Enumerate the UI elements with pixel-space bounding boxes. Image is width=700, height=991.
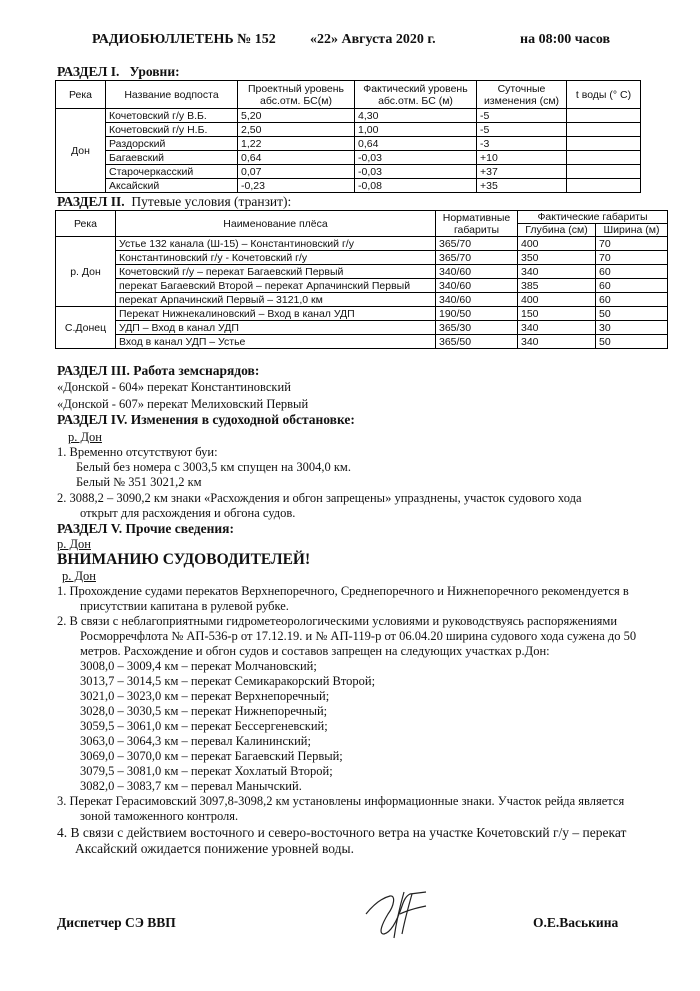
norm-cell: 340/60 [436, 265, 518, 279]
col-post: Название водпоста [106, 81, 238, 109]
norm-cell: 190/50 [436, 307, 518, 321]
transit-table [55, 210, 668, 349]
temp-cell [567, 109, 641, 123]
bulletin-title: РАДИОБЮЛЛЕТЕНЬ № 152 [92, 32, 276, 47]
buoy-line: Белый № 351 3021,2 км [76, 475, 202, 489]
depth-cell: 340 [518, 321, 596, 335]
signer-name: О.Е.Васькина [533, 915, 619, 930]
section4-river: р. Дон [68, 430, 102, 444]
norm-cell: 365/70 [436, 251, 518, 265]
segment-line: 3008,0 – 3009,4 км – перекат Молчановский; [80, 659, 317, 673]
depth-cell: 400 [518, 293, 596, 307]
segment-line: 3021,0 – 3023,0 км – перекат Верхнепоречный; [80, 689, 330, 703]
segment-line: 3079,5 – 3081,0 км – перекат Хохлатый Второй; [80, 764, 333, 778]
notice-1 [57, 584, 675, 614]
notice-1-line: 1. Прохождение судами перекатов Верхнепоречного, Среднепоречного и Нижнепоречного рекомендуется в [57, 584, 629, 598]
temp-cell [567, 165, 641, 179]
col-norm: Нормативные габариты [436, 211, 518, 237]
notice-3-line: 3. Перекат Герасимовский 3097,8-3098,2 км установлены информационные знаки. Участок рейда является [57, 794, 625, 808]
depth-cell: 385 [518, 279, 596, 293]
col-change: Суточные изменения (см) [477, 81, 567, 109]
depth-cell: 340 [518, 265, 596, 279]
segment-line: 3082,0 – 3083,7 км – перевал Манычский. [80, 779, 302, 793]
change-cell: +10 [477, 151, 567, 165]
depth-cell: 350 [518, 251, 596, 265]
dredger-line: «Донской - 604» перекат Константиновский [57, 380, 291, 394]
change-cell: -3 [477, 137, 567, 151]
post-cell: Кочетовский г/у В.Б. [106, 109, 238, 123]
change-cell: -5 [477, 123, 567, 137]
norm-cell: 365/70 [436, 237, 518, 251]
buoys-heading: 1. Временно отсутствуют буи: [57, 445, 218, 459]
dispatcher-label: Диспетчер СЭ ВВП [57, 915, 176, 930]
section1-title: РАЗДЕЛ I. [57, 64, 120, 79]
section2-subtitle: Путевые условия (транзит): [131, 194, 292, 209]
segments-list [80, 659, 375, 794]
notice-4-line: 4. В связи с действием восточного и северо-восточного ветра на участке Кочетовский г/у – перекат [57, 825, 627, 840]
section2-heading [57, 194, 291, 210]
col-width: Ширина (м) [596, 224, 668, 237]
col-river: Река [56, 81, 106, 109]
proj-cell: 5,20 [238, 109, 355, 123]
segment-line: 3013,7 – 3014,5 км – перекат Семикаракорский Второй; [80, 674, 376, 688]
col-fact: Фактический уровень абс.отм. БС (м) [355, 81, 477, 109]
attention-title: ВНИМАНИЮ СУДОВОДИТЕЛЕЙ! [57, 551, 311, 568]
notice-3-line: зоной таможенного контроля. [80, 809, 239, 823]
width-cell: 60 [596, 293, 668, 307]
proj-cell: -0,23 [238, 179, 355, 193]
temp-cell [567, 137, 641, 151]
depth-cell: 340 [518, 335, 596, 349]
notice-4-line: Аксайский ожидается понижение уровней воды. [75, 841, 354, 856]
post-cell: Раздорский [106, 137, 238, 151]
segment-line: 3063,0 – 3064,3 км – перевал Калининский; [80, 734, 311, 748]
buoy-line: Белый без номера с 3003,5 км спущен на 3004,0 км. [76, 460, 351, 474]
river-cell: р. Дон [56, 237, 116, 307]
temp-cell [567, 123, 641, 137]
notice-4 [57, 825, 675, 857]
segment-line: 3028,0 – 3030,5 км – перекат Нижнепоречный; [80, 704, 328, 718]
fact-cell: -0,03 [355, 165, 477, 179]
change-cell: +35 [477, 179, 567, 193]
temp-cell [567, 151, 641, 165]
width-cell: 30 [596, 321, 668, 335]
norm-cell: 340/60 [436, 293, 518, 307]
post-cell: Багаевский [106, 151, 238, 165]
section5-title: РАЗДЕЛ V. Прочие сведения: [57, 521, 234, 536]
attention-river: р. Дон [62, 569, 96, 583]
change-cell: +37 [477, 165, 567, 179]
stretch-cell: Устье 132 канала (Ш-15) – Константиновский г/у [116, 237, 436, 251]
norm-cell: 340/60 [436, 279, 518, 293]
fact-cell: 4,30 [355, 109, 477, 123]
river-cell: С.Донец [56, 307, 116, 349]
width-cell: 50 [596, 307, 668, 321]
fact-cell: -0,08 [355, 179, 477, 193]
proj-cell: 2,50 [238, 123, 355, 137]
temp-cell [567, 179, 641, 193]
width-cell: 60 [596, 279, 668, 293]
col-depth: Глубина (см) [518, 224, 596, 237]
stretch-cell: Вход в канал УДП – Устье [116, 335, 436, 349]
notice-3 [57, 794, 675, 824]
col-temp: t воды (° C) [567, 81, 641, 109]
signature-image [360, 884, 440, 942]
notice-2-line: Росморречфлота № АП-536-р от 17.12.19. и № АП-119-р от 06.04.20 ширина судового хода сужена до 50 [80, 629, 637, 643]
post-cell: Аксайский [106, 179, 238, 193]
bulletin-time: на 08:00 часов [520, 32, 611, 47]
fact-cell: -0,03 [355, 151, 477, 165]
proj-cell: 0,64 [238, 151, 355, 165]
signs-line: 2. 3088,2 – 3090,2 км знаки «Расхождения и обгон запрещены» упразднены, участок судового хода [57, 491, 582, 505]
width-cell: 70 [596, 251, 668, 265]
stretch-cell: Константиновский г/у - Кочетовский г/у [116, 251, 436, 265]
section3-title: РАЗДЕЛ III. Работа земснарядов: [57, 363, 260, 378]
notice-1-line: присутствии капитана в рулевой рубке. [80, 599, 289, 613]
col-river: Река [56, 211, 116, 237]
depth-cell: 400 [518, 237, 596, 251]
proj-cell: 0,07 [238, 165, 355, 179]
width-cell: 70 [596, 237, 668, 251]
segment-line: 3059,5 – 3061,0 км – перекат Бессергеневский; [80, 719, 328, 733]
stretch-cell: УДП – Вход в канал УДП [116, 321, 436, 335]
width-cell: 50 [596, 335, 668, 349]
stretch-cell: Перекат Нижнекалиновский – Вход в канал УДП [116, 307, 436, 321]
stretch-cell: Кочетовский г/у – перекат Багаевский Первый [116, 265, 436, 279]
fact-cell: 1,00 [355, 123, 477, 137]
norm-cell: 365/30 [436, 321, 518, 335]
notice-2-line: 2. В связи с неблагоприятными гидрометеорологическими условиями и руководствуясь распоряжениями [57, 614, 618, 628]
section1-subtitle: Уровни: [129, 64, 180, 79]
depth-cell: 150 [518, 307, 596, 321]
proj-cell: 1,22 [238, 137, 355, 151]
fact-cell: 0,64 [355, 137, 477, 151]
post-cell: Старочеркасский [106, 165, 238, 179]
segment-line: 3069,0 – 3070,0 км – перекат Багаевский Первый; [80, 749, 343, 763]
norm-cell: 365/50 [436, 335, 518, 349]
width-cell: 60 [596, 265, 668, 279]
section4-title: РАЗДЕЛ IV. Изменения в судоходной обстановке: [57, 412, 355, 427]
stretch-cell: перекат Багаевский Второй – перекат Арпачинский Первый [116, 279, 436, 293]
section5-river: р. Дон [57, 537, 91, 551]
levels-table [55, 80, 641, 193]
section2-title: РАЗДЕЛ II. [57, 194, 125, 209]
change-cell: -5 [477, 109, 567, 123]
bulletin-date: «22» Августа 2020 г. [310, 32, 436, 47]
stretch-cell: перекат Арпачинский Первый – 3121,0 км [116, 293, 436, 307]
section1-heading [57, 64, 180, 80]
col-proj: Проектный уровень абс.отм. БС(м) [238, 81, 355, 109]
signs-line: открыт для расхождения и обгона судов. [80, 506, 296, 520]
dredger-line: «Донской - 607» перекат Мелиховский Первый [57, 397, 309, 411]
post-cell: Кочетовский г/у Н.Б. [106, 123, 238, 137]
river-cell: Дон [56, 109, 106, 193]
col-name: Наименование плёса [116, 211, 436, 237]
col-fact: Фактические габариты [518, 211, 668, 224]
notice-2-line: метров. Расхождение и обгон судов и составов запрещен на следующих участках р.Дон: [80, 644, 550, 658]
notice-2 [57, 614, 675, 659]
